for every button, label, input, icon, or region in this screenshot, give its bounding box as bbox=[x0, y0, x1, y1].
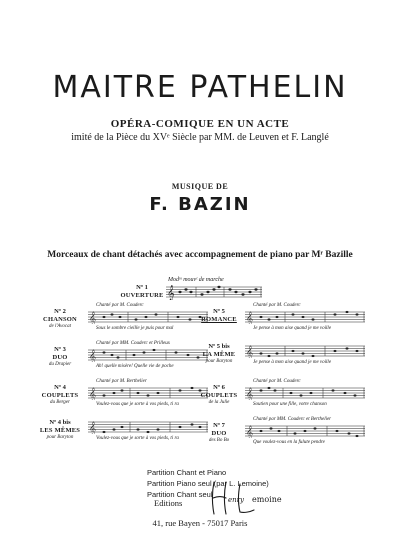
piece-sub: du Drapier bbox=[48, 362, 72, 367]
music-staff bbox=[88, 348, 208, 362]
piece-item bbox=[36, 417, 211, 455]
performer-credit: Chanté par MM. Couderc et Berthelier bbox=[253, 417, 332, 422]
piece-heading bbox=[195, 422, 243, 444]
piece-heading bbox=[195, 384, 243, 406]
piece-number: Nº 4 bbox=[54, 384, 66, 391]
piece-label: DUO bbox=[211, 430, 227, 437]
lyric-incipit: Que voulez-vous en la fulute pendre bbox=[253, 440, 325, 445]
composer-name: F. BAZIN bbox=[149, 194, 251, 215]
piece-item bbox=[36, 379, 211, 417]
svg-text:𝄞: 𝄞 bbox=[246, 311, 254, 324]
piece-label: COUPLETS bbox=[41, 392, 79, 399]
publisher-logo bbox=[208, 480, 298, 521]
lyric-incipit: Je pense à mon aise quand je me voille bbox=[253, 360, 332, 365]
piece-item bbox=[36, 303, 211, 341]
opera-subtitle: OPÉRA-COMIQUE EN UN ACTE bbox=[110, 118, 290, 130]
piece-number: Nº 5 bis bbox=[208, 343, 230, 350]
libretto-credit: imité de la Pièce du XVᵉ Siècle par MM. de Leuven et F. Langlé bbox=[71, 132, 329, 143]
piece-sub: pour Baryton bbox=[46, 435, 74, 440]
svg-text:𝄞: 𝄞 bbox=[246, 387, 254, 400]
performer-credit: Chanté par M. Couderc bbox=[96, 303, 144, 308]
svg-text:𝄞: 𝄞 bbox=[246, 345, 254, 358]
performer-credit: Chanté par M. Couderc bbox=[253, 303, 301, 308]
partition-item: Partition Chant et Piano bbox=[147, 468, 227, 477]
music-staff bbox=[245, 310, 365, 324]
piece-number: Nº 2 bbox=[54, 308, 66, 315]
piece-item bbox=[195, 379, 370, 417]
piece-number: Nº 3 bbox=[54, 346, 66, 353]
svg-text:𝄞: 𝄞 bbox=[246, 425, 254, 438]
lyric-incipit: Voulez-vous que je sorte à vos pieds, ti ra bbox=[96, 436, 179, 441]
piece-number: Nº 4 bis bbox=[49, 419, 71, 426]
piece-number: Nº 6 bbox=[213, 384, 225, 391]
right-pieces bbox=[195, 303, 370, 455]
piece-sub: des Bo Bo bbox=[208, 438, 230, 443]
piece-item bbox=[195, 341, 370, 379]
piece-sub: de l'Avocat bbox=[48, 324, 72, 329]
overture-staff bbox=[166, 284, 262, 300]
music-staff bbox=[245, 344, 365, 358]
lyric-incipit: Ah! quelle misère! Quelle vie de poche bbox=[96, 364, 174, 369]
piece-label: LES MÊMES bbox=[39, 427, 81, 434]
piece-heading bbox=[195, 308, 243, 324]
page-title: MAITRE PATHELIN bbox=[52, 70, 348, 105]
piece-label: ROMANCE bbox=[201, 316, 237, 323]
music-staff bbox=[88, 420, 208, 434]
overture-label: OUVERTURE bbox=[120, 292, 164, 299]
svg-text:enry: enry bbox=[228, 496, 244, 504]
svg-text:𝄞: 𝄞 bbox=[89, 311, 97, 324]
piece-label: COUPLETS bbox=[200, 392, 238, 399]
piece-label: DUO bbox=[52, 354, 68, 361]
piece-item bbox=[195, 417, 370, 455]
piece-item bbox=[36, 341, 211, 379]
music-staff bbox=[88, 310, 208, 324]
overture-number: Nº 1 bbox=[136, 284, 148, 291]
music-staff bbox=[88, 386, 208, 400]
lyric-incipit: Soutien pour une fille, votre chanson bbox=[253, 402, 327, 407]
performer-credit: Chanté par M. Couderc bbox=[253, 379, 301, 384]
piece-sub: de la Julie bbox=[208, 400, 230, 405]
svg-text:𝄞: 𝄞 bbox=[89, 421, 97, 434]
piece-sub: du Berger bbox=[50, 400, 70, 405]
svg-text:𝄞: 𝄞 bbox=[167, 286, 175, 300]
piece-number: Nº 7 bbox=[213, 422, 225, 429]
piece-heading bbox=[36, 419, 84, 441]
piece-label: CHANSON bbox=[43, 316, 77, 323]
svg-text:𝄞: 𝄞 bbox=[89, 387, 97, 400]
overture-heading bbox=[120, 284, 164, 300]
editions-label: Editions bbox=[154, 498, 183, 508]
publisher-address: 41, rue Bayen - 75017 Paris bbox=[152, 518, 248, 528]
piece-heading bbox=[36, 308, 84, 330]
lyric-incipit: Je pense à mon aise quand je me voille bbox=[253, 326, 332, 331]
henry-lemoine-signature bbox=[208, 480, 298, 516]
piece-number: Nº 5 bbox=[213, 308, 225, 315]
partition-item: Partition Chant seul bbox=[147, 490, 213, 499]
performer-credit: Chanté par MM. Couderc et Prilleux bbox=[96, 341, 170, 346]
performer-credit: Chanté par M. Berthelier bbox=[96, 379, 147, 384]
left-pieces bbox=[36, 303, 211, 455]
piece-heading bbox=[36, 346, 84, 368]
arrangement-note: Morceaux de chant détachés avec accompagnement de piano par Mʳ Bazille bbox=[47, 250, 353, 260]
music-by-label: MUSIQUE DE bbox=[171, 182, 229, 191]
piece-item bbox=[195, 303, 370, 341]
lyric-incipit: Sous le sombre cieille je puis pour mal bbox=[96, 326, 174, 331]
music-staff bbox=[245, 424, 365, 438]
music-staff bbox=[245, 386, 365, 400]
partition-item: Partition Piano seul (par L. Lemoine) bbox=[147, 479, 269, 488]
svg-text:emoine: emoine bbox=[252, 495, 282, 504]
piece-label: LA MÊME bbox=[202, 351, 236, 358]
piece-sub: pour Baryton bbox=[205, 359, 233, 364]
svg-text:𝄞: 𝄞 bbox=[89, 349, 97, 362]
piece-heading bbox=[36, 384, 84, 406]
overture-tempo: Modᵗᵒ mouvᵗ de marche bbox=[168, 277, 224, 283]
piece-heading bbox=[195, 343, 243, 365]
lyric-incipit: Voulez-vous que je sorte à vos pieds, ti ra bbox=[96, 402, 179, 407]
